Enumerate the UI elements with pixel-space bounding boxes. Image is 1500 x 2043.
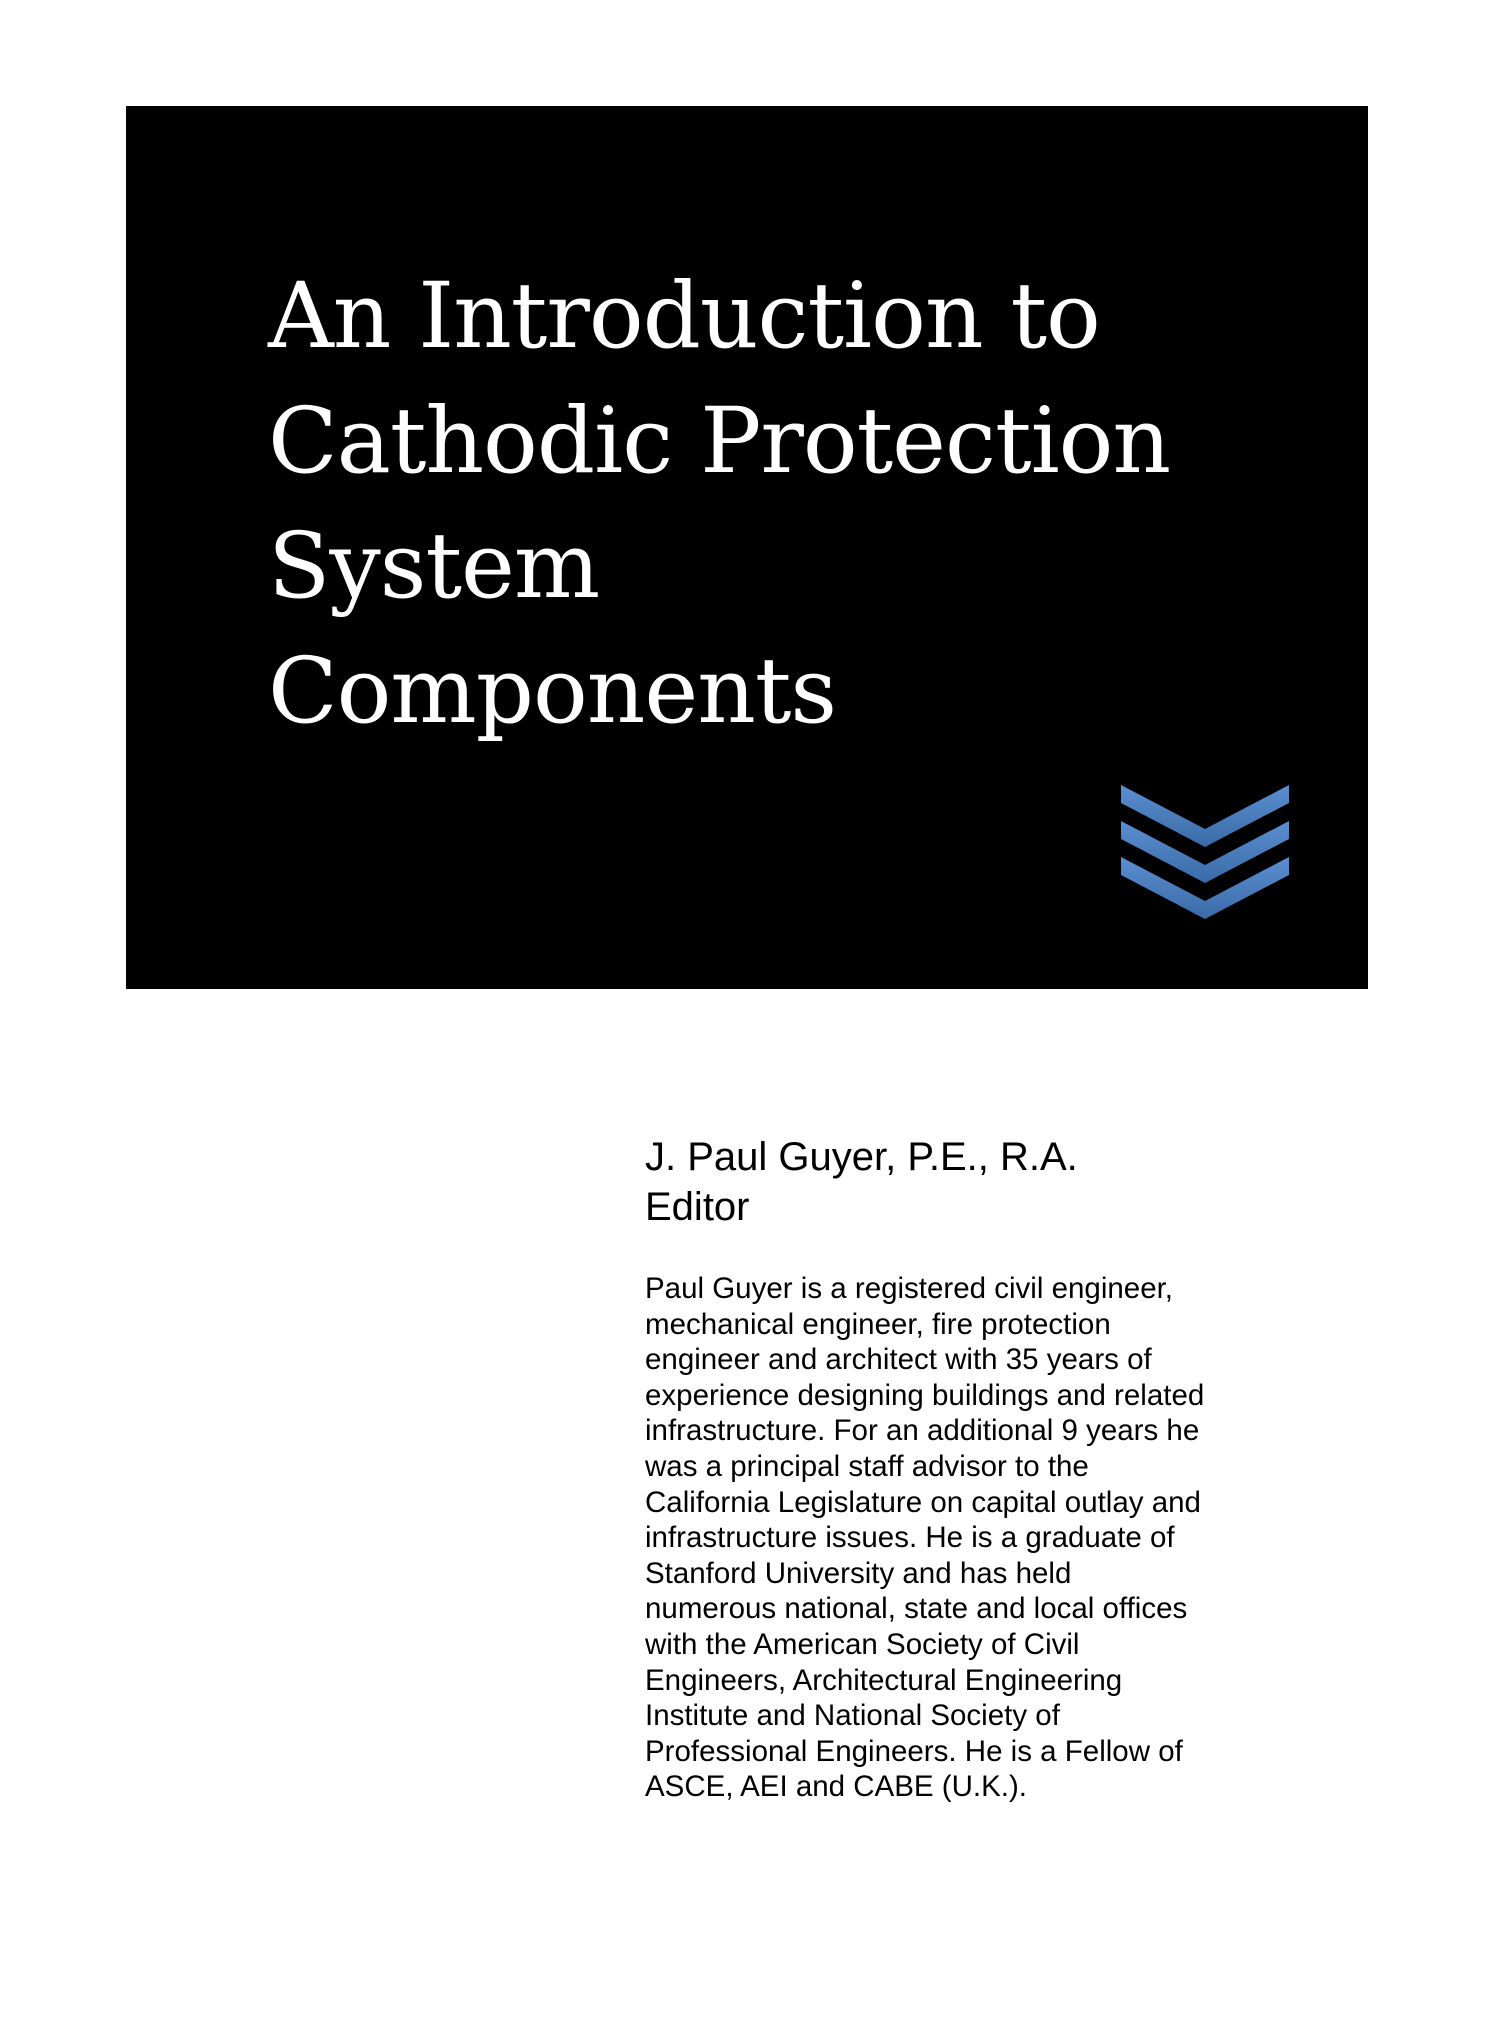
bio-line: Professional Engineers. He is a Fellow of: [645, 1734, 1183, 1768]
bio-line: experience designing buildings and related: [645, 1378, 1205, 1412]
bio-line: California Legislature on capital outlay and: [645, 1485, 1201, 1519]
bio-line: mechanical engineer, fire protection: [645, 1307, 1111, 1341]
title-line: An Introduction to: [268, 264, 1100, 369]
title-line: Components: [268, 639, 837, 744]
bio-line: Stanford University and has held: [645, 1556, 1072, 1590]
title-line: System: [268, 514, 600, 619]
bio-line: ASCE, AEI and CABE (U.K.).: [645, 1770, 1028, 1804]
bio-line: with the American Society of Civil: [645, 1627, 1080, 1661]
author-bio: [645, 1271, 1285, 1805]
bio-line: Paul Guyer is a registered civil engineer,: [645, 1272, 1173, 1305]
book-title: [268, 254, 1318, 754]
author-role: Editor: [645, 1185, 750, 1229]
bio-line: engineer and architect with 35 years of: [645, 1343, 1152, 1377]
bio-line: numerous national, state and local offices: [645, 1592, 1188, 1626]
bio-line: infrastructure. For an additional 9 years he: [645, 1414, 1200, 1448]
bio-line: was a principal staff advisor to the: [645, 1449, 1089, 1483]
bio-line: infrastructure issues. He is a graduate of: [645, 1521, 1175, 1555]
stacked-chevrons-icon: [1121, 781, 1289, 921]
author-block: [645, 1132, 1285, 1805]
author-name: J. Paul Guyer, P.E., R.A.: [645, 1135, 1078, 1179]
title-line: Cathodic Protection: [268, 389, 1171, 494]
bio-line: Institute and National Society of: [645, 1699, 1060, 1733]
cover-panel: [126, 106, 1368, 989]
bio-line: Engineers, Architectural Engineering: [645, 1663, 1123, 1697]
